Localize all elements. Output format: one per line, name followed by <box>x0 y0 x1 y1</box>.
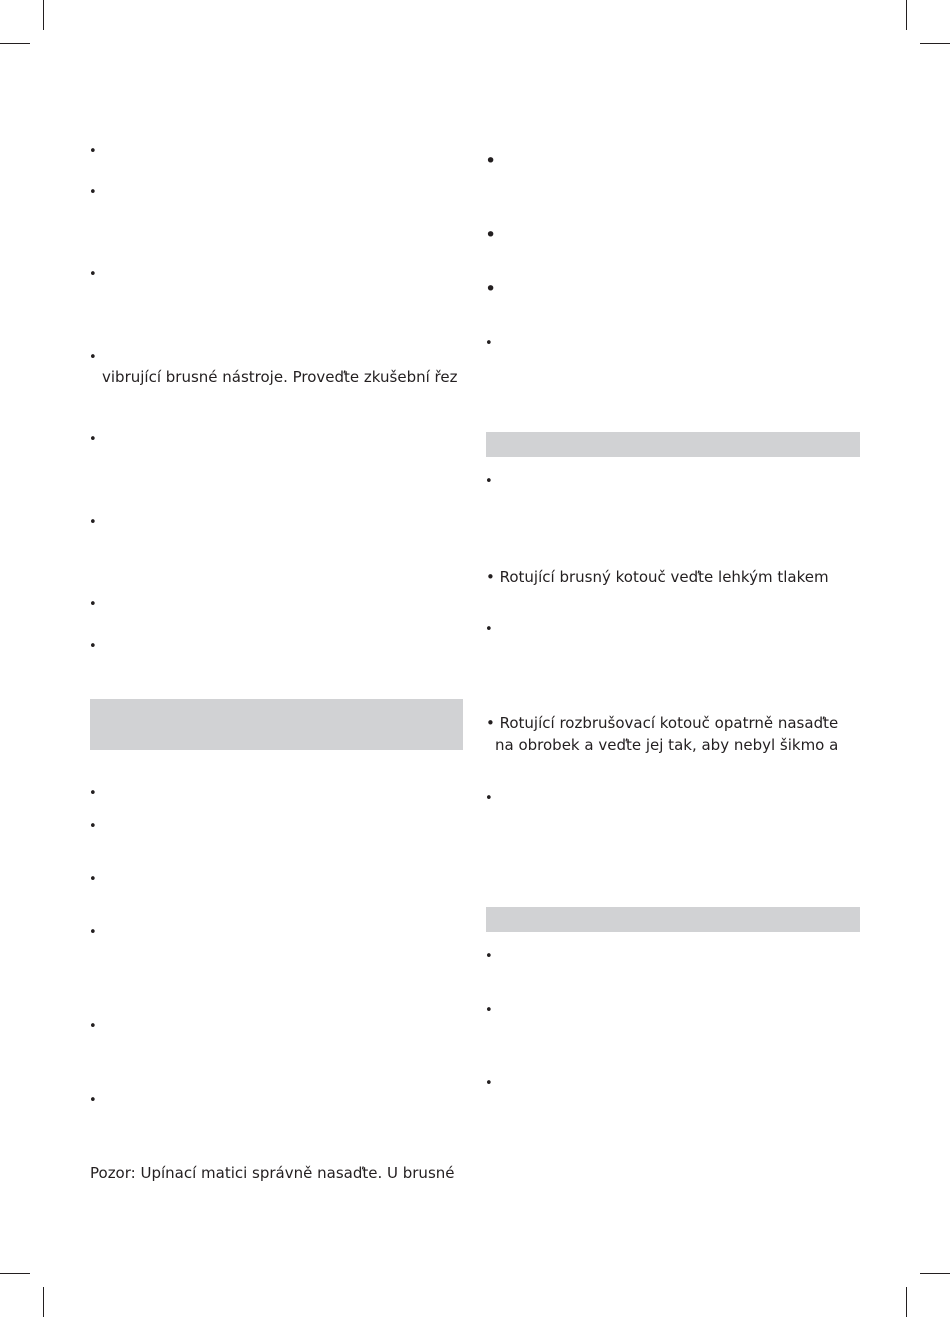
body-text-line: na obrobek a veďte jej tak, aby nebyl šikmo a <box>495 736 839 754</box>
list-bullet: • <box>485 278 497 300</box>
list-bullet: • <box>89 639 97 654</box>
list-bullet: • <box>485 474 493 489</box>
list-bullet: • <box>89 185 97 200</box>
section-heading-bar <box>90 699 463 750</box>
section-heading-bar <box>486 907 860 932</box>
list-bullet: • <box>89 144 97 159</box>
list-bullet: • <box>89 925 97 940</box>
body-text-line: vibrující brusné nástroje. Proveďte zkušební řez <box>102 368 458 386</box>
list-bullet: • <box>89 872 97 887</box>
list-bullet: • <box>485 1076 493 1091</box>
list-bullet: • <box>89 432 97 447</box>
section-heading-bar <box>486 432 860 457</box>
list-bullet: • <box>485 622 493 637</box>
crop-mark <box>906 1287 907 1317</box>
list-bullet: • <box>89 267 97 282</box>
list-bullet: • <box>89 819 97 834</box>
list-bullet: • <box>89 350 97 365</box>
crop-mark <box>920 43 950 44</box>
body-text-line: Pozor: Upínací matici správně nasaďte. U brusné <box>90 1164 455 1182</box>
list-bullet: • <box>485 791 493 806</box>
crop-mark <box>43 1287 44 1317</box>
list-bullet: • <box>485 224 497 246</box>
list-bullet: • <box>485 150 497 172</box>
crop-mark <box>920 1273 950 1274</box>
crop-mark <box>0 1273 30 1274</box>
body-text-line: • Rotující rozbrušovací kotouč opatrně nasaďte <box>486 714 839 732</box>
list-bullet: • <box>89 1019 97 1034</box>
list-bullet: • <box>89 786 97 801</box>
list-bullet: • <box>89 515 97 530</box>
list-bullet: • <box>89 1093 97 1108</box>
crop-mark <box>0 43 30 44</box>
crop-mark <box>906 0 907 30</box>
crop-mark <box>43 0 44 30</box>
body-text-line: • Rotující brusný kotouč veďte lehkým tlakem <box>486 568 829 586</box>
list-bullet: • <box>485 949 493 964</box>
list-bullet: • <box>89 597 97 612</box>
list-bullet: • <box>485 336 493 351</box>
list-bullet: • <box>485 1003 493 1018</box>
